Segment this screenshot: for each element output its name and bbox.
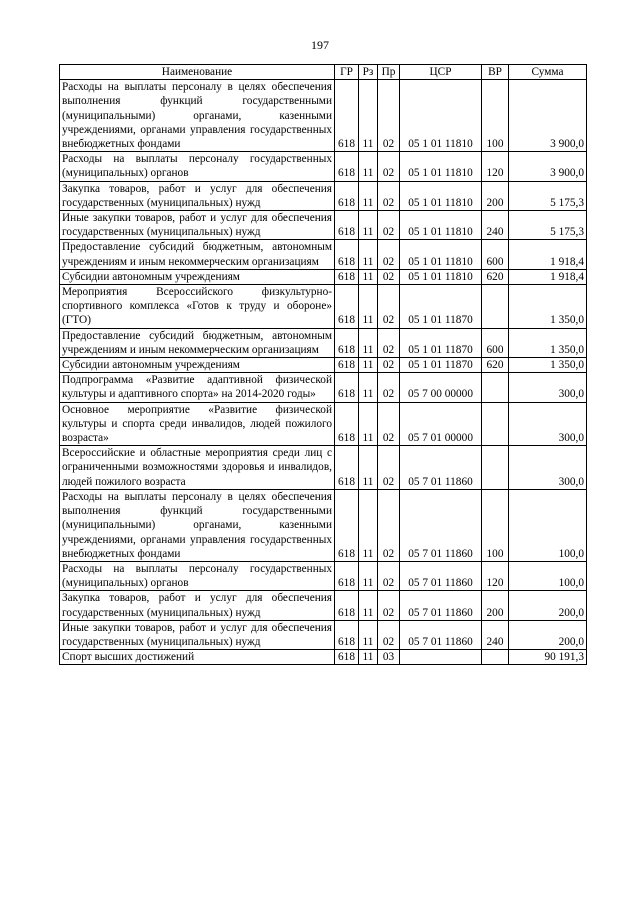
cell-csr: 05 7 01 11860 bbox=[400, 446, 482, 490]
table-row bbox=[60, 240, 587, 269]
cell-gr: 618 bbox=[335, 591, 359, 620]
cell-name: Расходы на выплаты персоналу государственных (муниципальных) органов bbox=[60, 152, 335, 181]
cell-gr: 618 bbox=[335, 80, 359, 152]
cell-rz: 11 bbox=[359, 650, 378, 665]
cell-pr: 02 bbox=[378, 152, 400, 181]
table-row bbox=[60, 489, 587, 561]
cell-rz: 11 bbox=[359, 181, 378, 210]
cell-pr: 02 bbox=[378, 561, 400, 590]
cell-pr: 02 bbox=[378, 285, 400, 329]
cell-sum: 5 175,3 bbox=[509, 211, 587, 240]
cell-sum: 1 918,4 bbox=[509, 240, 587, 269]
cell-rz: 11 bbox=[359, 620, 378, 649]
cell-sum: 300,0 bbox=[509, 446, 587, 490]
cell-name: Закупка товаров, работ и услуг для обеспечения государственных (муниципальных) нужд bbox=[60, 181, 335, 210]
cell-gr: 618 bbox=[335, 240, 359, 269]
cell-csr: 05 7 01 00000 bbox=[400, 402, 482, 446]
cell-gr: 618 bbox=[335, 211, 359, 240]
cell-pr: 02 bbox=[378, 358, 400, 373]
cell-csr: 05 1 01 11810 bbox=[400, 181, 482, 210]
header-csr: ЦСР bbox=[400, 65, 482, 80]
cell-pr: 02 bbox=[378, 373, 400, 402]
cell-vr: 240 bbox=[482, 620, 509, 649]
cell-pr: 02 bbox=[378, 240, 400, 269]
header-pr: Пр bbox=[378, 65, 400, 80]
cell-name: Иные закупки товаров, работ и услуг для обеспечения государственных (муниципальных) нужд bbox=[60, 620, 335, 649]
cell-vr: 200 bbox=[482, 591, 509, 620]
cell-csr: 05 7 01 11860 bbox=[400, 620, 482, 649]
cell-gr: 618 bbox=[335, 358, 359, 373]
cell-sum: 3 900,0 bbox=[509, 152, 587, 181]
cell-rz: 11 bbox=[359, 446, 378, 490]
table-row bbox=[60, 285, 587, 329]
budget-table bbox=[59, 64, 587, 665]
cell-sum: 1 350,0 bbox=[509, 358, 587, 373]
table-row bbox=[60, 561, 587, 590]
cell-csr: 05 7 01 11860 bbox=[400, 561, 482, 590]
cell-sum: 200,0 bbox=[509, 591, 587, 620]
cell-pr: 02 bbox=[378, 402, 400, 446]
cell-name: Расходы на выплаты персоналу в целях обеспечения выполнения функций государственными (муниципальными) органами, казенными учреждениями, органами управления государственных внебюджетных фондами bbox=[60, 80, 335, 152]
cell-vr: 600 bbox=[482, 240, 509, 269]
header-sum: Сумма bbox=[509, 65, 587, 80]
cell-pr: 02 bbox=[378, 446, 400, 490]
cell-gr: 618 bbox=[335, 402, 359, 446]
cell-sum: 3 900,0 bbox=[509, 80, 587, 152]
cell-gr: 618 bbox=[335, 328, 359, 357]
cell-csr: 05 7 00 00000 bbox=[400, 373, 482, 402]
cell-sum: 5 175,3 bbox=[509, 181, 587, 210]
cell-name: Мероприятия Всероссийского физкультурно-спортивного комплекса «Готов к труду и обороне» (ГТО) bbox=[60, 285, 335, 329]
table-row bbox=[60, 591, 587, 620]
cell-name: Всероссийские и областные мероприятия среди лиц с ограниченными возможностями здоровья и инвалидов, людей пожилого возраста bbox=[60, 446, 335, 490]
cell-vr: 620 bbox=[482, 269, 509, 284]
cell-sum: 90 191,3 bbox=[509, 650, 587, 665]
cell-rz: 11 bbox=[359, 152, 378, 181]
cell-pr: 02 bbox=[378, 181, 400, 210]
cell-rz: 11 bbox=[359, 269, 378, 284]
table-row bbox=[60, 446, 587, 490]
cell-csr: 05 1 01 11870 bbox=[400, 358, 482, 373]
cell-csr: 05 7 01 11860 bbox=[400, 591, 482, 620]
cell-name: Предоставление субсидий бюджетным, автономным учреждениям и иным некоммерческим организациям bbox=[60, 328, 335, 357]
cell-name: Закупка товаров, работ и услуг для обеспечения государственных (муниципальных) нужд bbox=[60, 591, 335, 620]
cell-pr: 02 bbox=[378, 80, 400, 152]
table-row bbox=[60, 269, 587, 284]
cell-csr bbox=[400, 650, 482, 665]
cell-pr: 02 bbox=[378, 591, 400, 620]
cell-gr: 618 bbox=[335, 181, 359, 210]
cell-sum: 300,0 bbox=[509, 402, 587, 446]
cell-rz: 11 bbox=[359, 373, 378, 402]
cell-csr: 05 1 01 11810 bbox=[400, 240, 482, 269]
cell-rz: 11 bbox=[359, 211, 378, 240]
header-vr: ВР bbox=[482, 65, 509, 80]
table-row bbox=[60, 211, 587, 240]
cell-gr: 618 bbox=[335, 269, 359, 284]
cell-rz: 11 bbox=[359, 489, 378, 561]
cell-gr: 618 bbox=[335, 650, 359, 665]
cell-pr: 02 bbox=[378, 269, 400, 284]
header-gr: ГР bbox=[335, 65, 359, 80]
cell-sum: 1 918,4 bbox=[509, 269, 587, 284]
table-row bbox=[60, 650, 587, 665]
cell-rz: 11 bbox=[359, 240, 378, 269]
cell-csr: 05 1 01 11810 bbox=[400, 211, 482, 240]
cell-csr: 05 1 01 11810 bbox=[400, 80, 482, 152]
cell-csr: 05 7 01 11860 bbox=[400, 489, 482, 561]
table-row bbox=[60, 328, 587, 357]
cell-gr: 618 bbox=[335, 285, 359, 329]
cell-vr bbox=[482, 285, 509, 329]
cell-rz: 11 bbox=[359, 402, 378, 446]
cell-vr: 120 bbox=[482, 561, 509, 590]
cell-gr: 618 bbox=[335, 152, 359, 181]
table-row bbox=[60, 358, 587, 373]
table-row bbox=[60, 80, 587, 152]
cell-pr: 02 bbox=[378, 328, 400, 357]
cell-gr: 618 bbox=[335, 373, 359, 402]
cell-sum: 300,0 bbox=[509, 373, 587, 402]
cell-pr: 02 bbox=[378, 620, 400, 649]
cell-vr: 120 bbox=[482, 152, 509, 181]
cell-vr bbox=[482, 373, 509, 402]
table-row bbox=[60, 181, 587, 210]
cell-csr: 05 1 01 11870 bbox=[400, 328, 482, 357]
cell-vr bbox=[482, 650, 509, 665]
cell-pr: 02 bbox=[378, 211, 400, 240]
cell-csr: 05 1 01 11810 bbox=[400, 269, 482, 284]
cell-name: Иные закупки товаров, работ и услуг для обеспечения государственных (муниципальных) нужд bbox=[60, 211, 335, 240]
cell-name: Расходы на выплаты персоналу в целях обеспечения выполнения функций государственными (муниципальными) органами, казенными учреждениями, органами управления государственных внебюджетных фондами bbox=[60, 489, 335, 561]
cell-csr: 05 1 01 11870 bbox=[400, 285, 482, 329]
cell-vr: 200 bbox=[482, 181, 509, 210]
cell-vr: 100 bbox=[482, 80, 509, 152]
cell-vr: 600 bbox=[482, 328, 509, 357]
cell-name: Спорт высших достижений bbox=[60, 650, 335, 665]
cell-gr: 618 bbox=[335, 561, 359, 590]
cell-name: Предоставление субсидий бюджетным, автономным учреждениям и иным некоммерческим организациям bbox=[60, 240, 335, 269]
cell-name: Основное мероприятие «Развитие физической культуры и спорта среди инвалидов, людей пожилого возраста» bbox=[60, 402, 335, 446]
cell-sum: 200,0 bbox=[509, 620, 587, 649]
cell-vr: 100 bbox=[482, 489, 509, 561]
cell-gr: 618 bbox=[335, 446, 359, 490]
cell-vr bbox=[482, 446, 509, 490]
cell-name: Расходы на выплаты персоналу государственных (муниципальных) органов bbox=[60, 561, 335, 590]
table-body bbox=[60, 80, 587, 665]
cell-vr: 620 bbox=[482, 358, 509, 373]
cell-rz: 11 bbox=[359, 80, 378, 152]
cell-sum: 100,0 bbox=[509, 489, 587, 561]
cell-vr: 240 bbox=[482, 211, 509, 240]
cell-vr bbox=[482, 402, 509, 446]
cell-name: Субсидии автономным учреждениям bbox=[60, 269, 335, 284]
cell-pr: 02 bbox=[378, 489, 400, 561]
cell-rz: 11 bbox=[359, 591, 378, 620]
cell-rz: 11 bbox=[359, 285, 378, 329]
cell-pr: 03 bbox=[378, 650, 400, 665]
cell-rz: 11 bbox=[359, 328, 378, 357]
cell-rz: 11 bbox=[359, 358, 378, 373]
cell-gr: 618 bbox=[335, 620, 359, 649]
cell-sum: 100,0 bbox=[509, 561, 587, 590]
table-row bbox=[60, 402, 587, 446]
header-rz: Рз bbox=[359, 65, 378, 80]
header-name: Наименование bbox=[60, 65, 335, 80]
cell-rz: 11 bbox=[359, 561, 378, 590]
cell-sum: 1 350,0 bbox=[509, 328, 587, 357]
table-header-row bbox=[60, 65, 587, 80]
cell-name: Подпрограмма «Развитие адаптивной физической культуры и адаптивного спорта» на 2014-2020 годы» bbox=[60, 373, 335, 402]
table-row bbox=[60, 620, 587, 649]
page-number: 197 bbox=[311, 38, 329, 52]
table-row bbox=[60, 152, 587, 181]
cell-sum: 1 350,0 bbox=[509, 285, 587, 329]
cell-name: Субсидии автономным учреждениям bbox=[60, 358, 335, 373]
table-row bbox=[60, 373, 587, 402]
cell-gr: 618 bbox=[335, 489, 359, 561]
cell-csr: 05 1 01 11810 bbox=[400, 152, 482, 181]
